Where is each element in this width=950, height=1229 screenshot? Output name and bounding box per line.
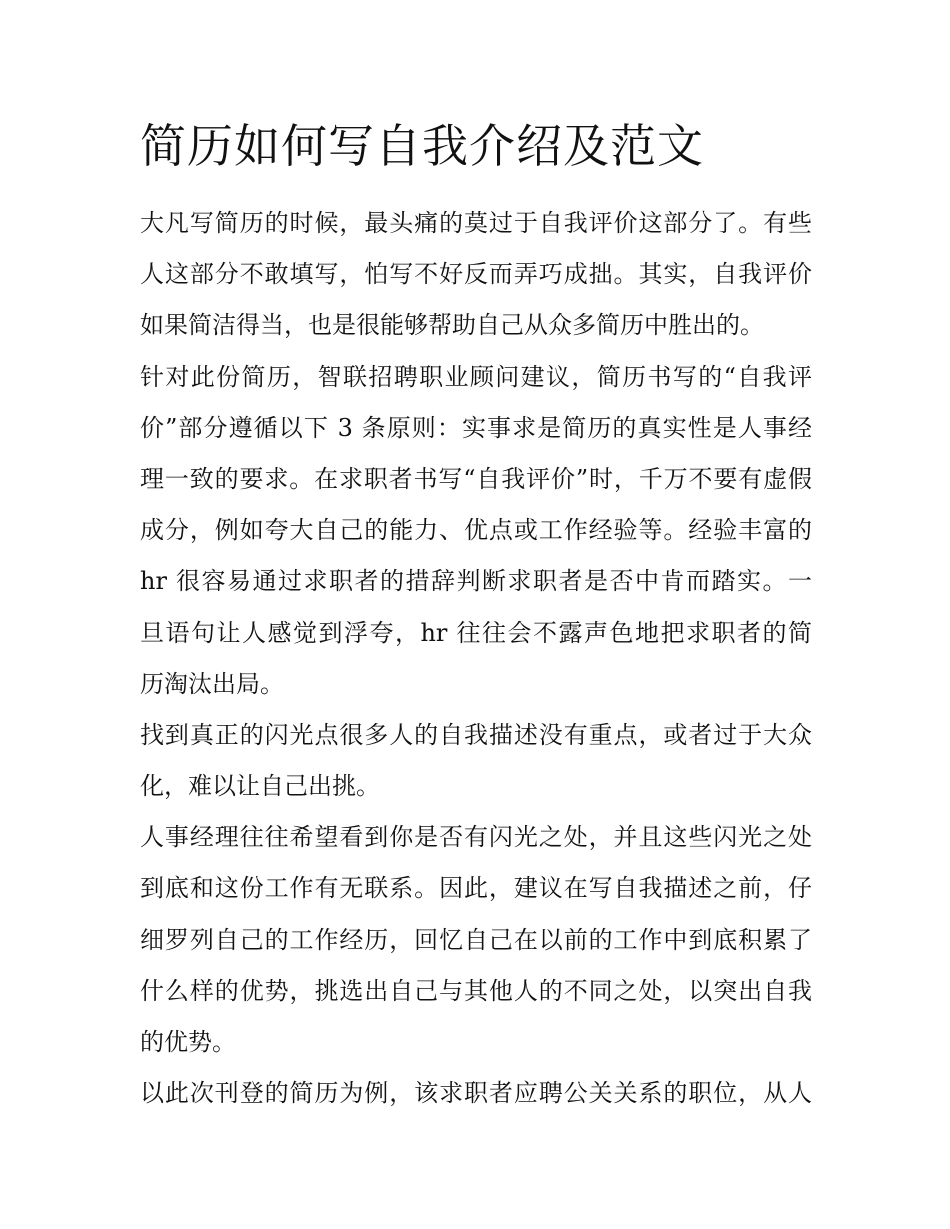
body-line: 理一致的要求。在求职者书写“自我评价”时，千万不要有虚假 [140,464,812,493]
body-line: 成分，例如夸大自己的能力、优点或工作经验等。经验丰富的 [140,516,812,545]
body-line: 以此次刊登的简历为例，该求职者应聘公关关系的职位，从人 [140,1079,812,1108]
body-line: 历淘汰出局。 [140,669,284,698]
body-line: 旦语句让人感觉到浮夸，hr 往往会不露声色地把求职者的简 [140,618,812,647]
body-line: hr 很容易通过求职者的措辞判断求职者是否中肯而踏实。一 [140,567,812,596]
body-line: 化，难以让自己出挑。 [140,772,380,801]
body-line: 什么样的优势，挑选出自己与其他人的不同之处，以突出自我 [140,976,812,1005]
body-line: 细罗列自己的工作经历，回忆自己在以前的工作中到底积累了 [140,925,812,954]
body-line: 的优势。 [140,1028,236,1056]
body-line: 找到真正的闪光点很多人的自我描述没有重点，或者过于大众 [140,720,812,749]
body-line: 如果简洁得当，也是很能够帮助自己从众多简历中胜出的。 [140,311,764,340]
body-line: 价”部分遵循以下 3 条原则：实事求是简历的真实性是人事经 [140,413,812,442]
body-line: 人事经理往往希望看到你是否有闪光之处，并且这些闪光之处 [140,823,812,852]
body-line: 针对此份简历，智联招聘职业顾问建议，简历书写的“自我评 [140,362,812,391]
body-line: 到底和这份工作有无联系。因此，建议在写自我描述之前，仔 [140,874,812,903]
document-title: 简历如何写自我介绍及范文 [140,119,704,173]
body-line: 人这部分不敢填写，怕写不好反而弄巧成拙。其实，自我评价 [140,260,812,289]
document-body [140,198,812,1119]
body-line: 大凡写简历的时候，最头痛的莫过于自我评价这部分了。有些 [140,209,812,237]
